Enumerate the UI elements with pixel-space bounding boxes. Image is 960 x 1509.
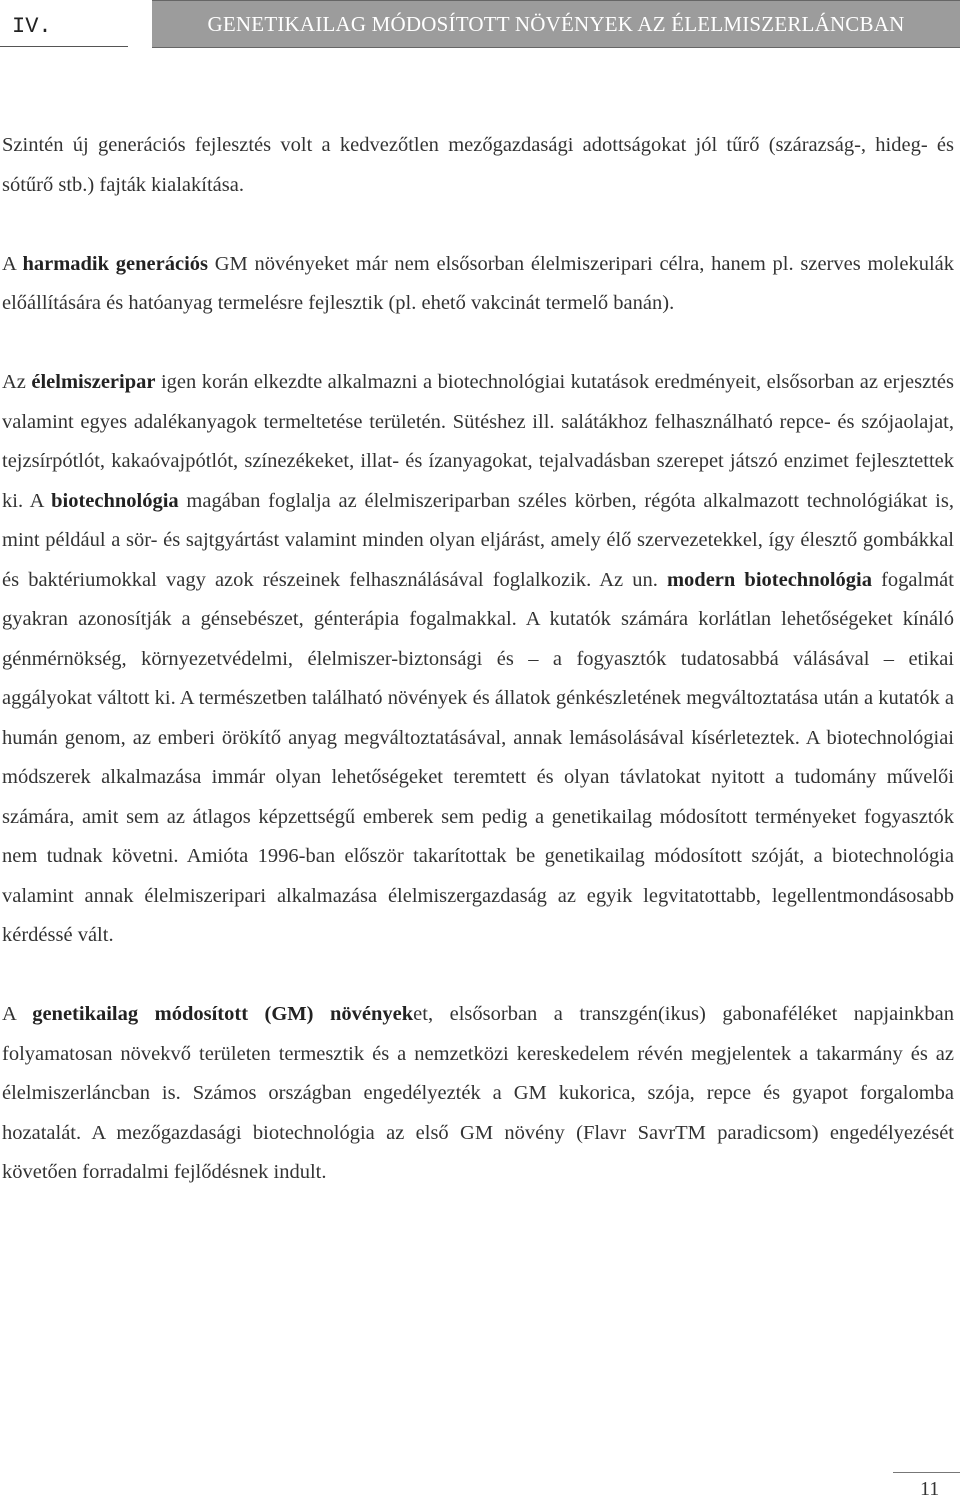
text-run: fogalmát gyakran azonosítják a génsebészet, génterápia fogalmakkal. A kutatók számára korlátlan lehetőségeket kínáló génmérnökség, környezetvédelmi, élelmiszer-biztonsági és – a fogyasztók tudatosabbá válásával – etikai aggályokat váltott ki. A természetben található növények és állatok génkészletének megváltoztatása után a kutatók a humán genom, az emberi örökítő anyag megváltoztatásával, annak lemásolásával kísérleteztek. A biotechnológiai módszerek alkalmazása immár olyan lehetőségeket teremtett és olyan távlatokat nyitott a tudomány művelői számára, amit sem az átlagos képzettségű emberek sem pedig a genetikailag módosított terményeket fogyasztók nem tudnak követni. Amióta 1996-ban először takarítottak be genetikailag módosított szóját, a biotechnológia valamint annak élelmiszeripari alkalmazása élelmiszergazdaság az egyik legvitatottabb, legellentmondásosabb kérdéssé vált. [2, 568, 954, 946]
paragraph-1-text: Szintén új generációs fejlesztés volt a kedvezőtlen mezőgazdasági adottságokat jól tűrő (szárazság-, hideg- és sótűrő stb.) fajták kialakítása. [2, 134, 954, 196]
text-run: GM növényeket már nem elsősorban élelmiszeripari célra, hanem pl. szerves molekulák előállítására és hatóanyag termelésre fejlesztik (pl. ehető vakcinát termelő banán). [2, 252, 955, 314]
body-text [2, 126, 954, 1193]
bold-term: genetikailag módosított (GM) növények [32, 1003, 414, 1025]
chapter-title: GENETIKAILAG MÓDOSÍTOTT NÖVÉNYEK AZ ÉLELMISZERLÁNCBAN [207, 11, 905, 36]
chapter-title-bar [152, 0, 960, 48]
paragraph-3 [2, 363, 954, 956]
paragraph-4 [2, 995, 954, 1193]
page-number: 11 [920, 1478, 940, 1500]
paragraph-1 [2, 126, 954, 205]
chapter-number-box [0, 0, 128, 47]
bold-term: biotechnológia [51, 489, 179, 512]
paragraph-2 [2, 245, 954, 324]
bold-term: modern biotechnológia [666, 568, 872, 591]
text-run: magában foglalja az élelmiszeriparban széles körben, régóta alkalmazott technológiákat is, mint például a sör- és sajtgyártást valamint minden olyan eljárást, amely élő szervezetekkel, így élesztő gombákkal és baktériumokkal vagy azok részeinek felhasználásával foglalkozik. Az un. [2, 489, 954, 591]
text-run: igen korán elkezdte alkalmazni a biotechnológiai kutatások eredményeit, elsősorban az erjesztés valamint egyes adalékanyagok termeltetése területén. Sütéshez ill. salátákhoz felhasználható repce- és szójaolajat, tejzsírpótlót, kakaóvajpótlót, színezékeket, illat- és ízanyagokat, tejalvadásban szerepet játszó enzimet fejlesztettek ki. A [2, 371, 954, 512]
bold-term: élelmiszeripar [31, 371, 156, 393]
chapter-number: IV. [12, 14, 52, 39]
text-run: Az [2, 371, 32, 393]
text-run: et, elsősorban a transzgén(ikus) gabonaféléket napjainkban folyamatosan növekvő területen termesztik és a nemzetközi kereskedelem révén megjelentek a takarmány és az élelmiszerláncban is. Számos országban engedélyezték a GM kukorica, szója, repce és gyapot forgalomba hozatalát. A mezőgazdasági biotechnológia az első GM növény (Flavr SavrTM paradicsom) engedélyezését követően forradalmi fejlődésnek indult. [2, 1003, 954, 1183]
bold-term: harmadik generációs [22, 252, 208, 275]
text-run: A [2, 1003, 33, 1025]
text-run: A [2, 252, 23, 275]
footer-rule [893, 1472, 960, 1473]
